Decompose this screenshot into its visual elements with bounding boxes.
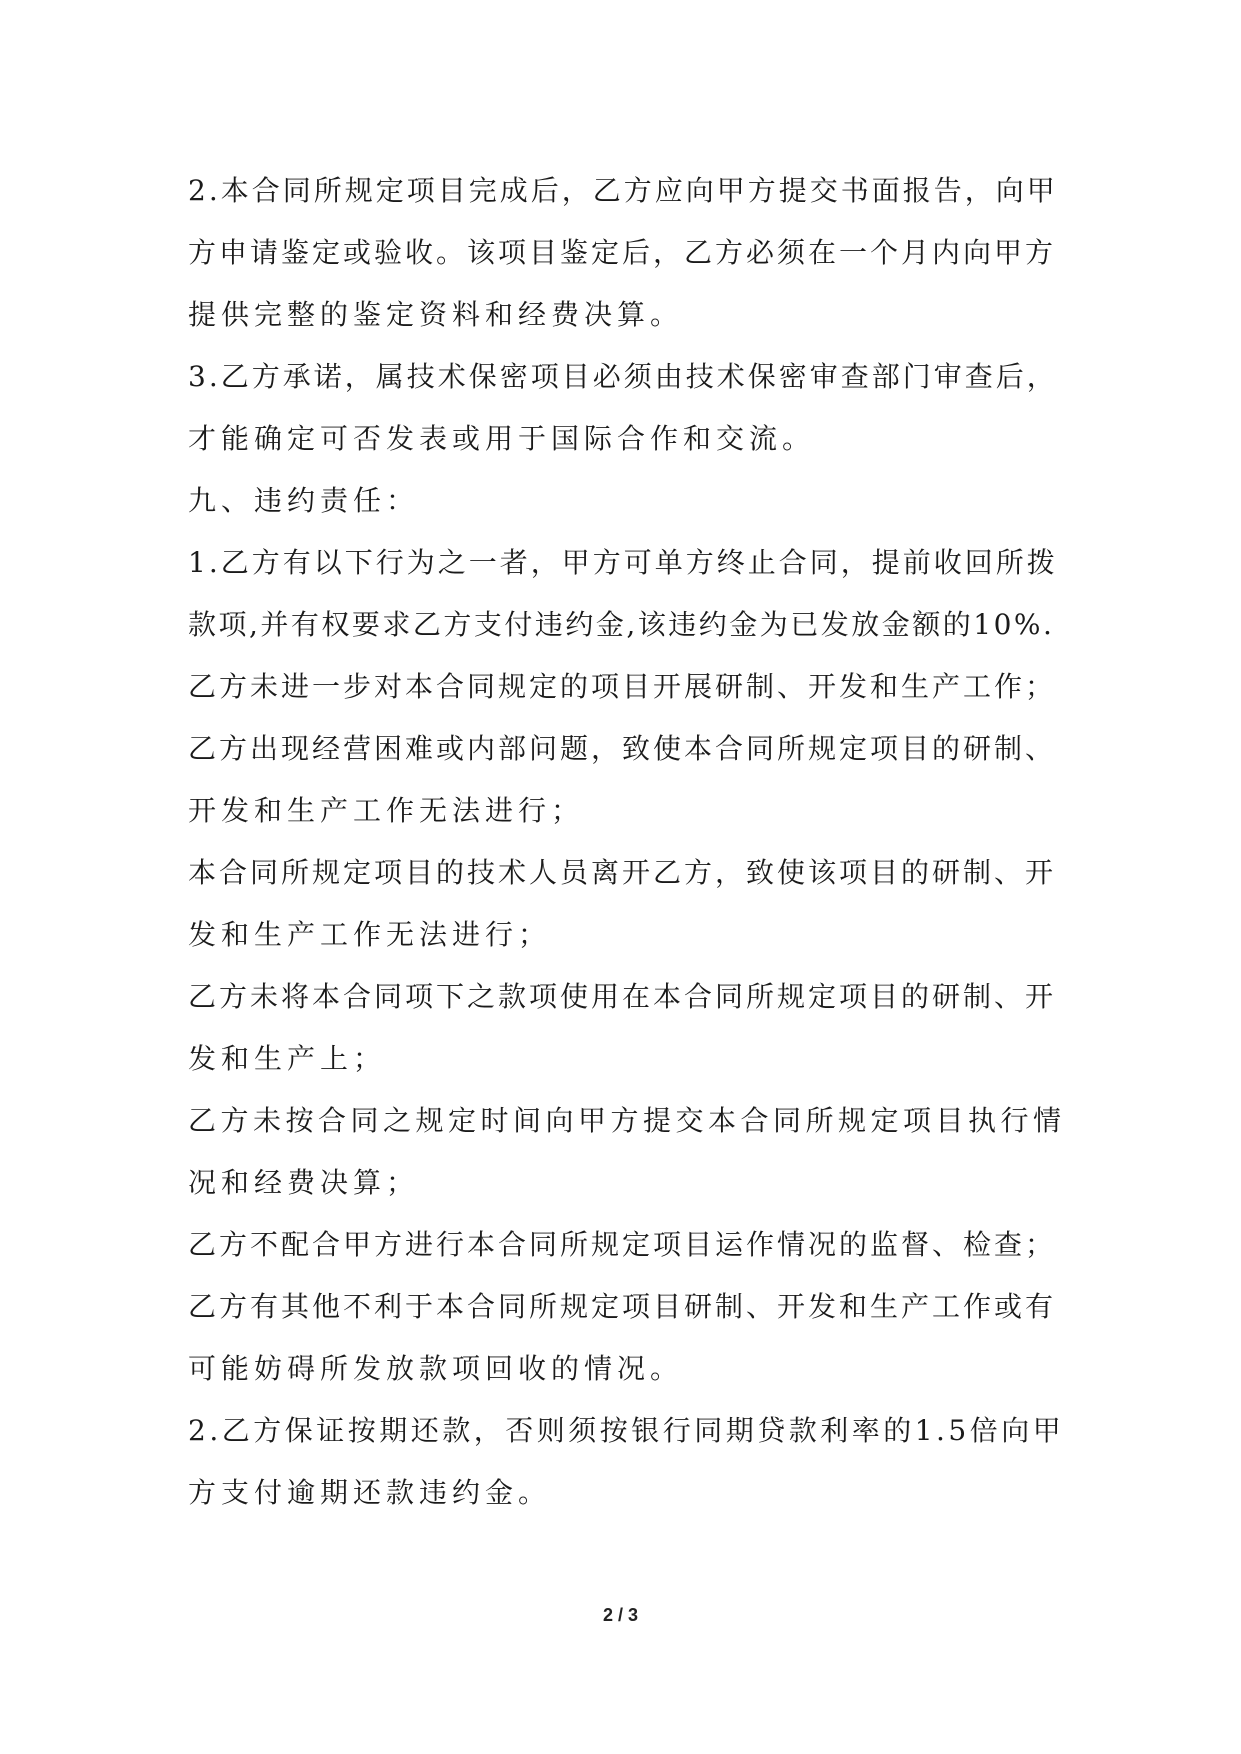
- text-line: 方支付逾期还款违约金。: [188, 1476, 552, 1509]
- text-line: 2.本合同所规定项目完成后，乙方应向甲方提交书面报告，向甲: [188, 174, 1058, 207]
- section-heading: 九、违约责任：: [188, 484, 420, 517]
- text-line: 提供完整的鉴定资料和经费决算。: [188, 298, 684, 331]
- text-line: 乙方不配合甲方进行本合同所规定项目运作情况的监督、检查；: [188, 1228, 1057, 1261]
- text-line: 乙方有其他不利于本合同所规定项目研制、开发和生产工作或有: [188, 1290, 1057, 1323]
- text-line: 乙方未按合同之规定时间向甲方提交本合同所规定项目执行情: [188, 1104, 1066, 1137]
- text-line: 乙方未进一步对本合同规定的项目开展研制、开发和生产工作；: [188, 670, 1057, 703]
- text-line: 本合同所规定项目的技术人员离开乙方，致使该项目的研制、开: [188, 856, 1057, 889]
- text-line: 才能确定可否发表或用于国际合作和交流。: [188, 422, 816, 455]
- text-line: 开发和生产工作无法进行；: [188, 794, 585, 827]
- text-line: 2.乙方保证按期还款，否则须按银行同期贷款利率的1.5倍向甲: [188, 1414, 1065, 1447]
- document-body: [188, 160, 1068, 1524]
- text-line: 乙方出现经营困难或内部问题，致使本合同所规定项目的研制、: [188, 732, 1057, 765]
- text-line: 发和生产上；: [188, 1042, 387, 1075]
- text-line: 方申请鉴定或验收。该项目鉴定后，乙方必须在一个月内向甲方: [188, 236, 1057, 269]
- text-line: 可能妨碍所发放款项回收的情况。: [188, 1352, 684, 1385]
- page-number: 2 / 3: [602, 1605, 639, 1625]
- text-line: 乙方未将本合同项下之款项使用在本合同所规定项目的研制、开: [188, 980, 1057, 1013]
- text-line: 3.乙方承诺，属技术保密项目必须由技术保密审查部门审查后，: [188, 360, 1058, 393]
- text-line: 发和生产工作无法进行；: [188, 918, 552, 951]
- text-line: 款项,并有权要求乙方支付违约金,该违约金为已发放金额的10%.: [188, 608, 1055, 641]
- text-line: 况和经费决算；: [188, 1166, 420, 1199]
- text-line: 1.乙方有以下行为之一者，甲方可单方终止合同，提前收回所拨: [188, 546, 1058, 579]
